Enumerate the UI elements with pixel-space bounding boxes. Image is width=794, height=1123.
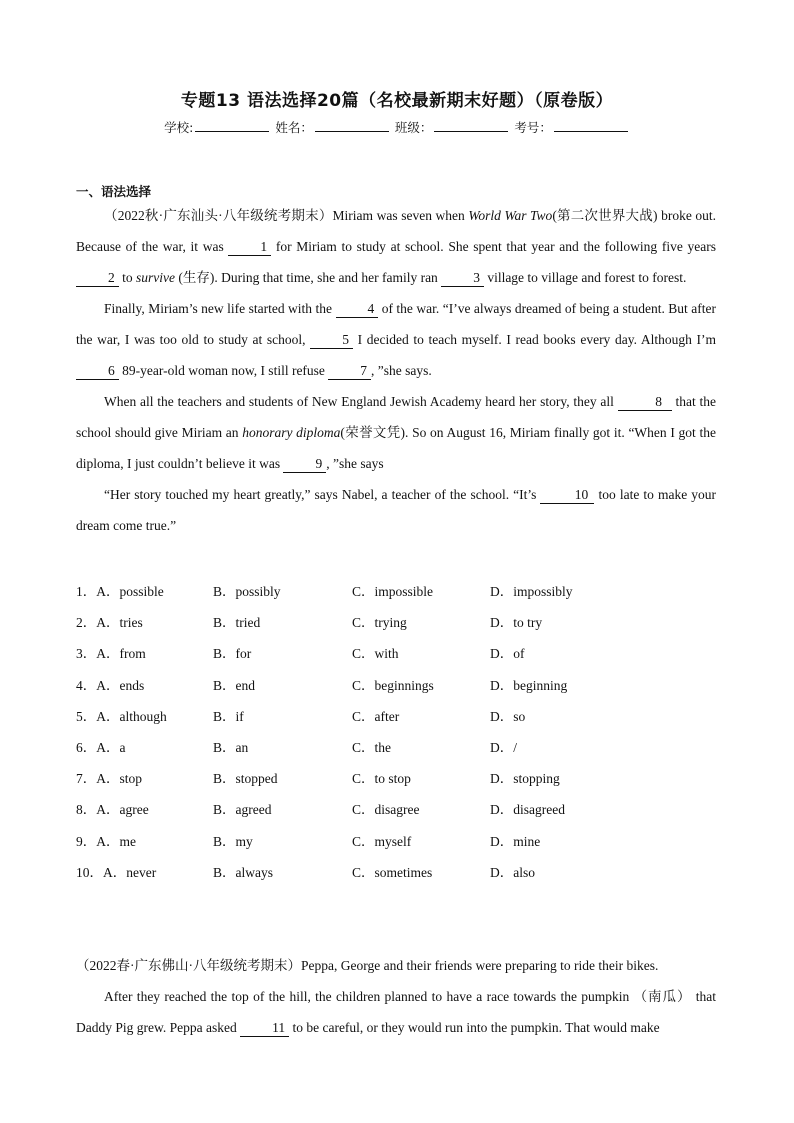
term-gloss: (第二次世界大战) xyxy=(552,208,658,223)
option-d: D．beginning xyxy=(490,677,568,693)
question-number: 9． xyxy=(76,833,97,849)
blank-11: 11 xyxy=(240,1020,289,1037)
option-a xyxy=(76,857,156,888)
text-run: . So on August 16, Miriam finally got it. “When I got the diploma, I just couldn’t believe it was xyxy=(76,425,716,471)
class-label: 班级： xyxy=(394,120,433,135)
option-a-text: A．ends xyxy=(96,677,145,693)
text-run: Miriam was seven when xyxy=(332,208,469,223)
option-b: B．for xyxy=(213,646,252,662)
option-b: B．tried xyxy=(213,615,261,631)
term-gloss: (生存) xyxy=(175,270,215,285)
question-row xyxy=(76,607,716,638)
passage-1-paragraph-1 xyxy=(76,200,716,293)
option-d: D．impossibly xyxy=(490,584,573,599)
text-run: village to village and forest to forest. xyxy=(483,270,687,285)
blank-6: 6 xyxy=(76,363,119,380)
option-c: C．the xyxy=(352,739,391,755)
text-run: After they reached the top of the hill, the children planned to have a race towards the pumpkin （南瓜） that Daddy Pig grew. Peppa asked xyxy=(76,989,716,1035)
option-a-text: A．agree xyxy=(96,802,149,818)
option-a xyxy=(76,732,126,763)
blank-9: 9 xyxy=(283,456,326,473)
option-a xyxy=(76,638,146,669)
question-row xyxy=(76,670,716,701)
option-d: D．so xyxy=(490,708,526,724)
option-b: B．if xyxy=(213,708,244,724)
name-blank xyxy=(315,119,389,132)
passage-1-paragraph-4 xyxy=(76,479,716,541)
question-row xyxy=(76,794,716,825)
question-row xyxy=(76,857,716,888)
option-c: C．trying xyxy=(352,615,407,631)
question-row xyxy=(76,732,716,763)
passage-2-paragraph-2 xyxy=(76,981,716,1043)
blank-5: 5 xyxy=(310,332,353,349)
passage-1-paragraph-3 xyxy=(76,386,716,479)
exam-number-label: 考号： xyxy=(514,120,552,135)
option-d: D．mine xyxy=(490,833,541,849)
blank-3: 3 xyxy=(441,270,484,287)
text-run: , ”she says. xyxy=(371,363,432,378)
term-gloss: (荣誉文凭) xyxy=(340,425,406,440)
question-number: 1． xyxy=(76,584,97,599)
question-number: 8． xyxy=(76,802,97,818)
option-c: C．beginnings xyxy=(352,677,434,693)
option-a-text: A．tries xyxy=(96,615,143,631)
option-c: C．impossible xyxy=(352,584,434,599)
text-run: , ”she says xyxy=(326,456,384,471)
question-row xyxy=(76,826,716,857)
text-run: broke out. Because of the war, it was xyxy=(76,208,717,254)
question-number: 4． xyxy=(76,677,97,693)
option-c: C．after xyxy=(352,708,400,724)
option-a-text: A．from xyxy=(96,646,146,662)
question-row xyxy=(76,763,716,794)
text-run: . During that time, she and her family ran xyxy=(214,270,442,285)
section-heading: 一、语法选择 xyxy=(76,184,152,199)
option-a-text: A．although xyxy=(96,708,167,724)
text-run: that the school should give Miriam an xyxy=(76,394,716,440)
option-c: C．disagree xyxy=(352,802,420,818)
option-a xyxy=(76,607,143,638)
text-run: I decided to teach myself. I read books every day. Although I’m xyxy=(352,332,716,347)
term-honorary-diploma: honorary diploma xyxy=(242,425,341,440)
text-run: 89-year-old woman now, I still refuse xyxy=(118,363,329,378)
option-b: B．stopped xyxy=(213,771,278,787)
option-a xyxy=(76,576,164,607)
option-b: B．agreed xyxy=(213,802,272,818)
question-number: 10． xyxy=(76,864,103,880)
option-d: D．of xyxy=(490,646,525,662)
text-run: for Miriam to study at school. She spent that year and the following five years xyxy=(271,239,716,254)
option-b: B．always xyxy=(213,864,273,880)
class-blank xyxy=(434,119,508,132)
option-d: D．also xyxy=(490,864,535,880)
answer-options xyxy=(76,576,716,888)
passage-2-paragraph-1 xyxy=(76,950,716,981)
option-b: B．end xyxy=(213,677,255,693)
question-number: 5． xyxy=(76,708,97,724)
option-a xyxy=(76,670,144,701)
school-blank xyxy=(195,119,269,132)
text-run: too late to make your dream come true.” xyxy=(76,487,716,533)
student-info-line xyxy=(0,118,794,136)
option-c: C．with xyxy=(352,646,399,662)
term-world-war-two: World War Two xyxy=(468,208,553,223)
text-run: “Her story touched my heart greatly,” says Nabel, a teacher of the school. “It’s xyxy=(104,487,541,502)
option-a-text: A．possible xyxy=(96,584,164,599)
text-run: Peppa, George and their friends were preparing to ride their bikes. xyxy=(301,958,659,973)
option-a-text: A．a xyxy=(96,739,126,755)
blank-7: 7 xyxy=(328,363,371,380)
passage-1-paragraph-2 xyxy=(76,293,716,386)
option-d: D．disagreed xyxy=(490,802,565,818)
option-a-text: A．stop xyxy=(96,771,143,787)
option-a xyxy=(76,763,142,794)
exam-number-blank xyxy=(554,119,628,132)
document-title: 专题13 语法选择20篇（名校最新期末好题）（原卷版） xyxy=(180,91,614,111)
passage-2 xyxy=(76,950,716,1043)
question-number: 7． xyxy=(76,771,97,787)
school-label: 学校: xyxy=(164,120,194,135)
text-run: to xyxy=(118,270,137,285)
option-c: C．myself xyxy=(352,833,412,849)
question-row xyxy=(76,701,716,732)
question-row xyxy=(76,576,716,607)
option-b: B．possibly xyxy=(213,584,281,599)
passage-1 xyxy=(76,200,716,541)
option-d: D．to try xyxy=(490,615,543,631)
question-row xyxy=(76,638,716,669)
option-a-text: A．never xyxy=(103,864,157,880)
option-b: B．my xyxy=(213,833,253,849)
option-a-text: A．me xyxy=(96,833,136,849)
option-d: D．stopping xyxy=(490,771,560,787)
text-run: of the war. “I’ve always dreamed of being a student. But after the war, I was too old to study at school, xyxy=(76,301,716,347)
name-label: 姓名： xyxy=(275,120,313,135)
option-c: C．to stop xyxy=(352,771,411,787)
passage-1-source: （2022秋·广东汕头·八年级统考期末） xyxy=(104,208,333,223)
text-run: Finally, Miriam’s new life started with the xyxy=(104,301,336,316)
blank-1: 1 xyxy=(228,239,271,256)
text-run: to be careful, or they would run into the pumpkin. That would make xyxy=(289,1020,660,1035)
option-c: C．sometimes xyxy=(352,864,433,880)
passage-2-source: （2022春·广东佛山·八年级统考期末） xyxy=(76,958,301,973)
text-run: When all the teachers and students of New England Jewish Academy heard her story, they all xyxy=(104,394,618,409)
option-a xyxy=(76,701,167,732)
question-number: 2． xyxy=(76,615,97,631)
option-a xyxy=(76,826,136,857)
blank-10: 10 xyxy=(540,487,594,504)
blank-4: 4 xyxy=(336,301,379,318)
question-number: 6． xyxy=(76,739,97,755)
blank-8: 8 xyxy=(618,394,672,411)
option-b: B．an xyxy=(213,739,249,755)
question-number: 3． xyxy=(76,646,97,662)
option-d: D．/ xyxy=(490,739,517,755)
term-survive: survive xyxy=(136,270,175,285)
option-a xyxy=(76,794,149,825)
blank-2: 2 xyxy=(76,270,119,287)
